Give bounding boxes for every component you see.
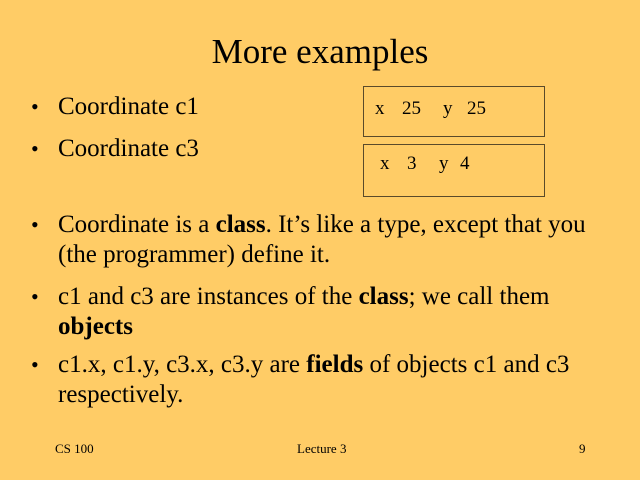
bullet-coordinate-c1 (31, 92, 199, 122)
bullet-text-part: of objects c1 and c3 respectively. (58, 351, 570, 408)
field-x-label: x (375, 98, 385, 119)
bullet-text: Coordinate c1 (58, 93, 199, 120)
bullet-text: Coordinate c3 (58, 135, 199, 162)
footer-page-number: 9 (579, 441, 586, 456)
slide-title: More examples (211, 32, 429, 71)
bullet-text-part: ; we call them (408, 283, 550, 310)
field-y-value: 25 (467, 98, 486, 119)
bullet-coordinate-c3 (31, 134, 199, 164)
bullet-instances (31, 282, 598, 342)
bullet-bold-term: fields (306, 351, 364, 378)
bullet-bold-term: class (358, 283, 409, 310)
bullet-fields (31, 350, 598, 410)
field-x-value: 25 (402, 98, 421, 119)
bullet-dot: • (31, 284, 39, 309)
object-box-c3 (363, 144, 545, 197)
bullet-class-definition (31, 210, 598, 270)
footer-course: CS 100 (55, 441, 94, 456)
footer-lecture: Lecture 3 (297, 441, 347, 456)
field-y-label: y (443, 98, 453, 119)
bullet-bold-term: objects (58, 313, 133, 340)
bullet-dot: • (31, 136, 39, 161)
field-x-value: 3 (407, 153, 417, 174)
bullet-text-part: c1.x, c1.y, c3.x, c3.y are (58, 351, 307, 378)
bullet-dot: • (31, 212, 39, 237)
bullet-dot: • (31, 352, 39, 377)
bullet-text-part: c1 and c3 are instances of the (58, 283, 359, 310)
bullet-text-part: . It’s like a type, except that you (the programmer) define it. (58, 211, 586, 268)
bullet-dot: • (31, 94, 39, 119)
bullet-bold-term: class (215, 211, 266, 238)
object-box-c1 (363, 86, 545, 137)
field-y-value: 4 (460, 153, 470, 174)
bullet-text-part: Coordinate is a (58, 211, 216, 238)
field-x-label: x (380, 153, 390, 174)
field-y-label: y (439, 153, 449, 174)
